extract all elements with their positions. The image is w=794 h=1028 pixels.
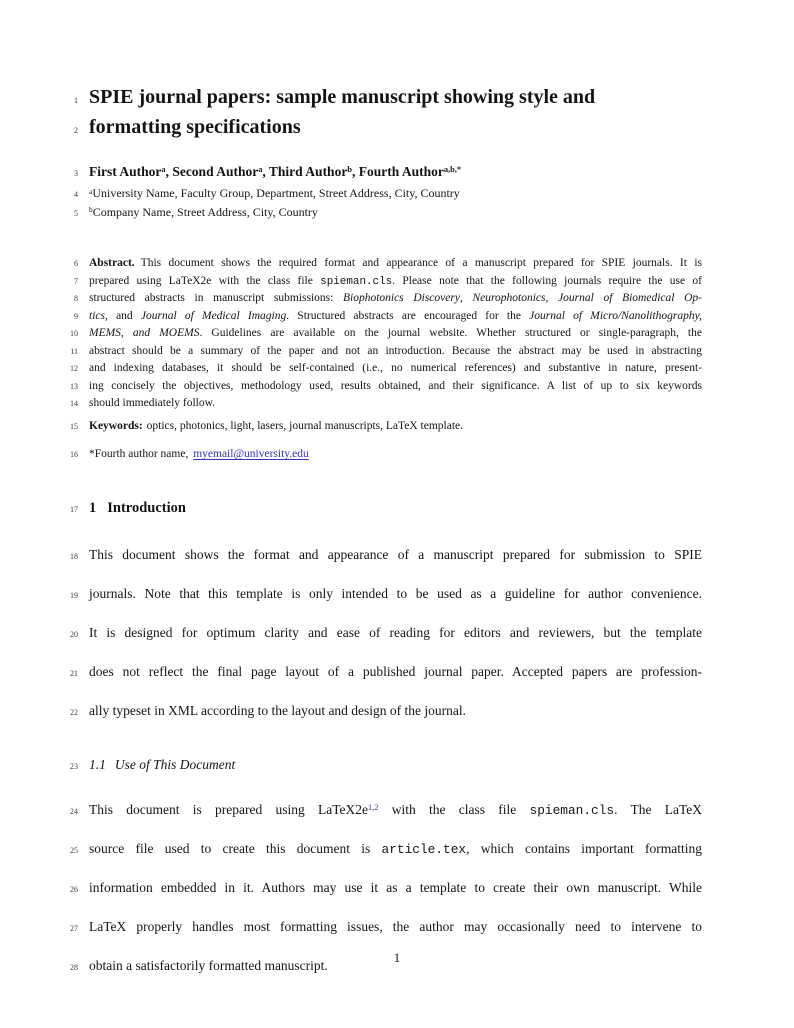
introduction-paragraph xyxy=(0,536,794,731)
class-file-name: spieman.cls xyxy=(529,802,615,818)
body-text: source file used to create this document is xyxy=(89,840,382,856)
correspondence-text xyxy=(89,446,702,463)
body-text: This document is prepared using LaTeX2e xyxy=(89,801,369,817)
class-file-name: spieman.cls xyxy=(320,275,393,288)
body-text: with the class file xyxy=(378,801,530,817)
author-3-affil-sup: b xyxy=(347,165,352,175)
abstract-line-text: and indexing databases, it should be self-contained (i.e., no numerical references) and substantive in nature, present- xyxy=(89,362,702,374)
body-line xyxy=(0,869,794,908)
line-number: 17 xyxy=(70,504,78,514)
abstract-line xyxy=(0,360,794,378)
journal-name: Neurophotonics xyxy=(472,292,546,304)
title-text-line-2: formatting specifications xyxy=(89,116,301,138)
line-number: 12 xyxy=(70,364,78,373)
line-number: 23 xyxy=(70,761,78,771)
journal-name: MEMS, and MOEMS xyxy=(89,327,200,339)
line-number: 27 xyxy=(70,923,78,933)
keywords-list: optics, photonics, light, lasers, journal manuscripts, LaTeX template. xyxy=(146,419,464,432)
journal-name: tics xyxy=(89,309,105,322)
author-1-affil-sup: a xyxy=(161,165,166,175)
line-number: 5 xyxy=(74,208,78,218)
body-line-text: does not reflect the final page layout of a published journal paper. Accepted papers are profession- xyxy=(89,663,702,679)
keywords-text xyxy=(89,418,702,435)
section-heading-text xyxy=(89,499,702,518)
paper-title-line-1 xyxy=(0,84,794,114)
body-line xyxy=(0,536,794,575)
abstract-line-text xyxy=(89,325,702,342)
line-number: 28 xyxy=(70,962,78,972)
body-line xyxy=(0,692,794,731)
keywords-label: Keywords: xyxy=(89,419,143,432)
line-number: 24 xyxy=(70,806,78,816)
abstract-text: . Guidelines are available on the journal website. Whether structured or single-paragraph, the xyxy=(199,327,702,339)
line-number: 3 xyxy=(74,169,78,178)
body-text: , which contains important formatting xyxy=(466,840,702,856)
journal-name: Journal of Biomedical Op- xyxy=(558,292,702,304)
abstract-line xyxy=(0,255,794,273)
journal-name: Journal of Medical Imaging xyxy=(140,309,287,322)
line-number: 15 xyxy=(70,421,78,431)
body-line xyxy=(0,653,794,692)
abstract-line xyxy=(0,273,794,291)
line-number: 4 xyxy=(74,190,78,199)
line-number: 10 xyxy=(70,329,78,338)
body-line xyxy=(0,830,794,869)
abstract-line xyxy=(0,308,794,326)
body-line-text: obtain a satisfactorily formatted manuscript. xyxy=(89,957,328,973)
affiliation-b xyxy=(0,204,794,223)
page-number: 1 xyxy=(393,951,401,965)
body-line-text: LaTeX properly handles most formatting issues, the author may occasionally need to intervene to xyxy=(89,918,702,934)
abstract-line-text xyxy=(89,273,702,291)
subsection-title: Use of This Document xyxy=(114,756,236,772)
abstract-text: . Please note that the following journals require the use of xyxy=(392,274,702,287)
affiliation-a-text xyxy=(89,185,702,203)
line-number: 11 xyxy=(70,346,78,356)
body-line xyxy=(0,791,794,830)
correspondence-line xyxy=(0,446,794,464)
source-file-name: article.tex xyxy=(381,841,467,857)
abstract-line xyxy=(0,290,794,308)
subsection-heading-text xyxy=(89,756,702,774)
body-line-text: It is designed for optimum clarity and ease of reading for editors and reviewers, but the template xyxy=(89,624,702,640)
abstract-line-text xyxy=(89,308,702,325)
abstract-text: structured abstracts in manuscript submissions: xyxy=(89,292,343,304)
subsection-number: 1.1 xyxy=(89,756,106,772)
affiliations xyxy=(0,185,794,222)
keywords-line xyxy=(0,418,794,436)
line-number: 1 xyxy=(74,96,78,105)
body-line-text: journals. Note that this template is only intended to be used as a guideline for author convenience. xyxy=(89,585,702,601)
author-2-affil-sup: a xyxy=(258,165,263,175)
paper-title xyxy=(0,84,794,144)
section-heading-introduction xyxy=(0,499,794,519)
author-1: First Author xyxy=(89,164,162,179)
email-link[interactable]: myemail@university.edu xyxy=(193,448,309,460)
line-number: 13 xyxy=(70,381,78,391)
line-number: 26 xyxy=(70,884,78,894)
author-2: , Second Author xyxy=(165,164,259,179)
body-line-text: ally typeset in XML according to the layout and design of the journal. xyxy=(89,702,467,718)
author-list xyxy=(0,163,794,183)
author-4-affil-sup: a,b,* xyxy=(443,165,462,175)
line-number: 20 xyxy=(70,629,78,639)
author-3: , Third Author xyxy=(262,164,348,179)
abstract-line xyxy=(0,325,794,343)
affiliation-a-body: University Name, Faculty Group, Department, Street Address, City, Country xyxy=(92,186,460,200)
subsection-heading-use-of-this-document xyxy=(0,756,794,776)
line-number: 6 xyxy=(74,259,78,268)
author-4: , Fourth Author xyxy=(351,164,444,179)
body-line xyxy=(0,908,794,947)
body-text: . The LaTeX xyxy=(614,801,702,817)
abstract-line xyxy=(0,343,794,361)
affiliation-a-sup: a xyxy=(89,186,93,196)
abstract-text: , xyxy=(545,292,559,304)
author-block xyxy=(0,163,794,183)
affiliation-b-body: Company Name, Street Address, City, Country xyxy=(92,204,318,219)
author-names xyxy=(89,163,702,181)
abstract-line-text: abstract should be a summary of the paper and not an introduction. Because the abstract may be used in abstracting xyxy=(89,344,702,357)
abstract-text: , and xyxy=(104,309,141,322)
abstract-label: Abstract. xyxy=(89,257,135,269)
line-number: 16 xyxy=(70,450,78,459)
abstract-line-text xyxy=(89,255,702,272)
line-number: 9 xyxy=(74,311,78,321)
line-number: 18 xyxy=(70,551,78,561)
affiliation-b-sup: b xyxy=(89,205,93,215)
abstract-text: This document shows the required format and appearance of a manuscript prepared for SPIE journals. It is xyxy=(140,257,702,269)
title-text-line-1: SPIE journal papers: sample manuscript showing style and xyxy=(89,86,596,108)
abstract-text: , xyxy=(459,292,473,304)
citation-link[interactable]: 1,2 xyxy=(368,802,379,812)
line-number: 2 xyxy=(74,126,78,135)
line-number: 8 xyxy=(74,294,78,303)
abstract-line-text: ing concisely the objectives, methodology used, results obtained, and their significance. A list of up to six keywords xyxy=(89,379,702,392)
affiliation-b-text xyxy=(89,204,702,222)
line-number: 21 xyxy=(70,668,78,678)
abstract-line-text: should immediately follow. xyxy=(89,397,216,409)
section-title: Introduction xyxy=(107,499,186,516)
body-line-text xyxy=(89,830,702,868)
body-line-text: information embedded in it. Authors may use it as a template to create their own manuscript. While xyxy=(89,879,702,895)
line-number: 14 xyxy=(70,399,78,408)
body-line-text xyxy=(89,791,702,829)
abstract xyxy=(0,255,794,413)
abstract-line xyxy=(0,378,794,396)
abstract-text: prepared using LaTeX2e with the class file xyxy=(89,274,321,287)
journal-name: Biophotonics Discovery xyxy=(342,292,460,304)
body-line xyxy=(0,614,794,653)
abstract-line-text xyxy=(89,290,702,307)
line-number: 25 xyxy=(70,845,78,855)
line-number: 7 xyxy=(74,276,78,286)
line-number: 19 xyxy=(70,590,78,600)
affiliation-a xyxy=(0,185,794,204)
body-line xyxy=(0,575,794,614)
journal-name: Journal of Micro/Nanolithography, xyxy=(529,309,702,322)
abstract-line xyxy=(0,395,794,413)
line-number: 22 xyxy=(70,707,78,717)
paper-title-line-2 xyxy=(0,114,794,144)
correspondence-prefix: *Fourth author name, xyxy=(89,448,192,460)
body-line-text: This document shows the format and appearance of a manuscript prepared for submission to SPIE xyxy=(89,546,702,562)
abstract-text: . Structured abstracts are encouraged for the xyxy=(286,309,530,322)
section-number: 1 xyxy=(89,499,97,516)
